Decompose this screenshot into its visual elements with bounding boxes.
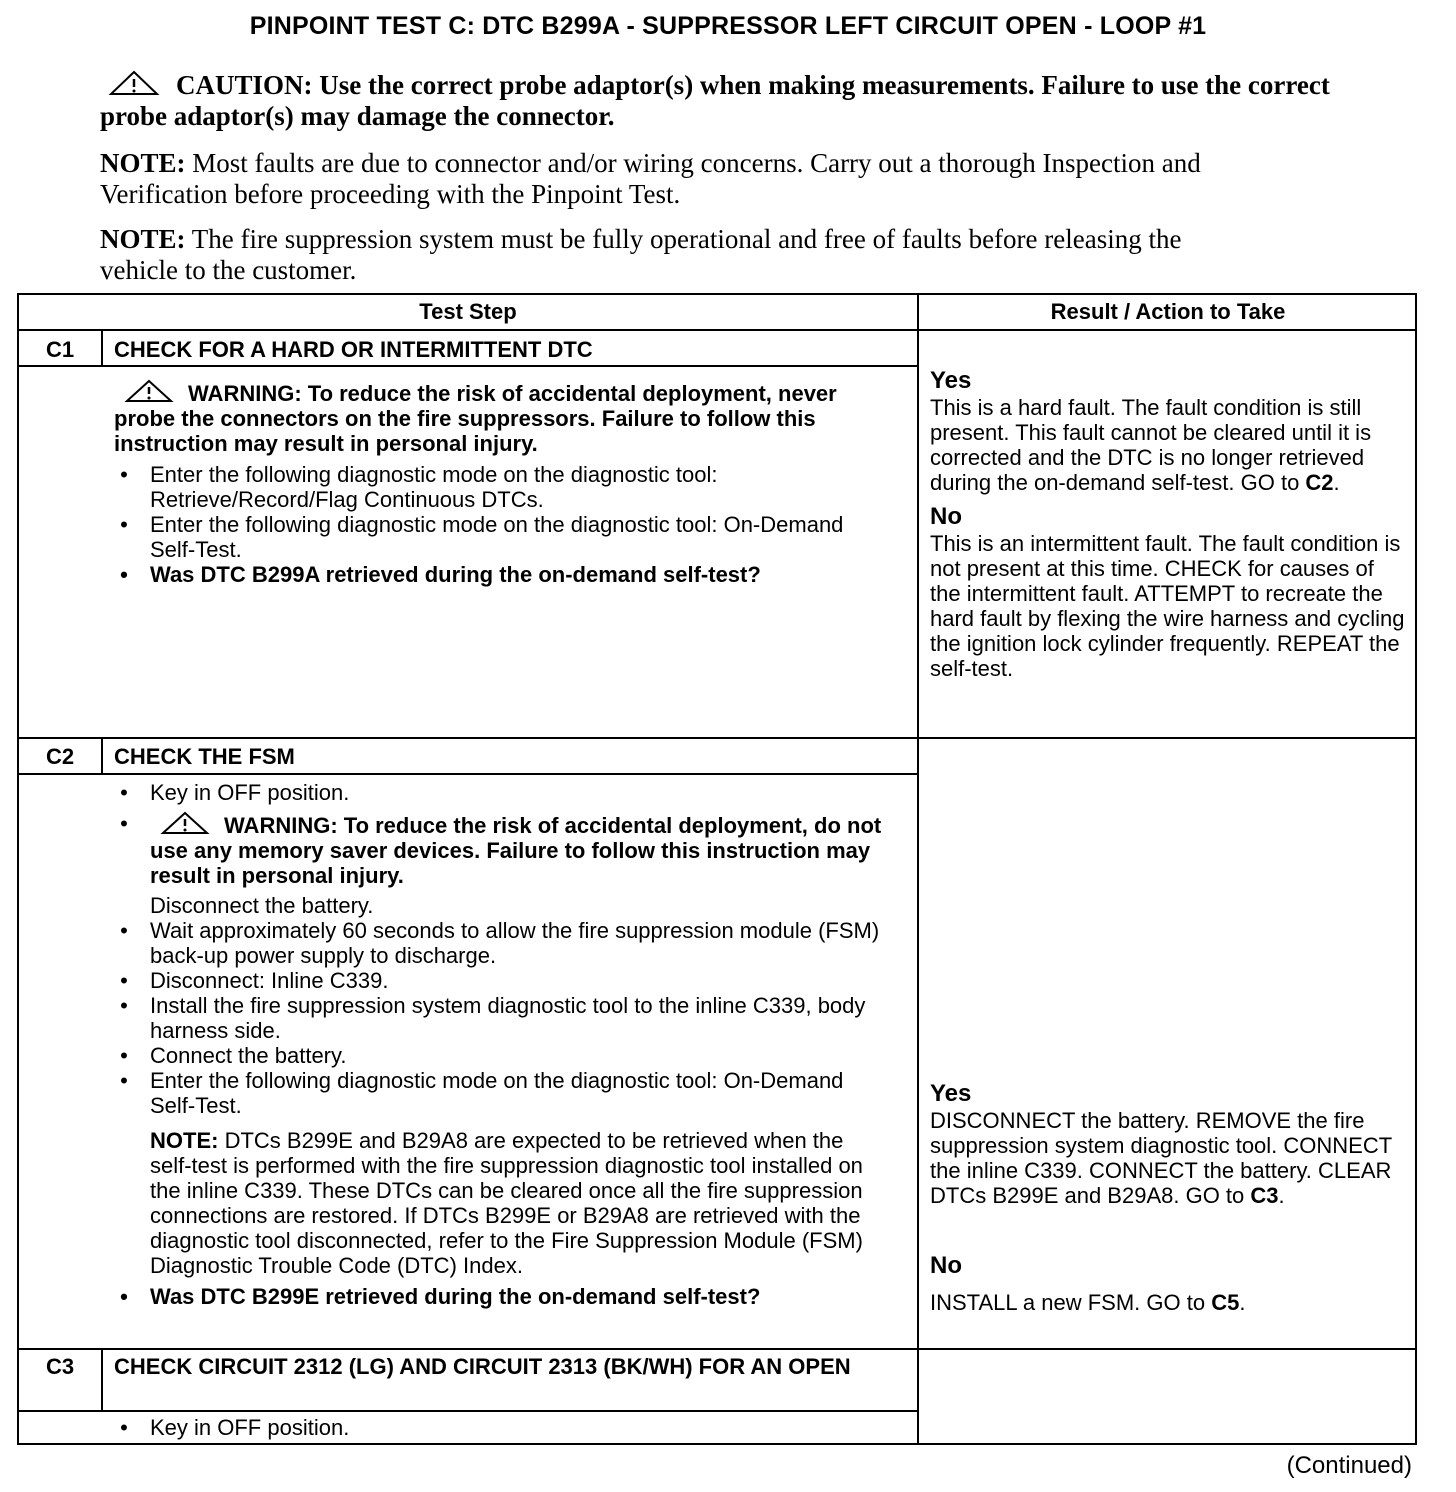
caution-text: Use the correct probe adaptor(s) when making measurements. Failure to use the correct probe adaptor(s) may damage the connector. bbox=[100, 70, 1330, 131]
warning-triangle-icon bbox=[108, 70, 160, 96]
step-id-c1: C1 bbox=[45, 337, 75, 362]
note-label: NOTE: bbox=[100, 224, 186, 254]
list-item: • Enter the following diagnostic mode on the diagnostic tool: On-Demand Self-Test. bbox=[120, 1068, 844, 1118]
result-yes-label: Yes bbox=[930, 1080, 972, 1107]
step-title-c3: CHECK CIRCUIT 2312 (LG) AND CIRCUIT 2313 (BK/WH) FOR AN OPEN bbox=[114, 1354, 851, 1379]
header-result: Result / Action to Take bbox=[1050, 299, 1286, 324]
note-label: NOTE: bbox=[100, 148, 186, 178]
step-id-c2: C2 bbox=[45, 744, 75, 769]
warning-triangle-icon bbox=[160, 811, 210, 835]
step-title-c2: CHECK THE FSM bbox=[114, 744, 295, 769]
list-item: • Key in OFF position. bbox=[120, 1415, 350, 1440]
list-item: • Wait approximately 60 seconds to allow the fire suppression module (FSM) back-up power supply to discharge. bbox=[120, 918, 880, 968]
caution-block bbox=[100, 70, 1330, 132]
list-item: • Enter the following diagnostic mode on the diagnostic tool: On-Demand Self-Test. bbox=[120, 512, 844, 562]
warning-triangle-icon bbox=[124, 379, 174, 403]
page-title: PINPOINT TEST C: DTC B299A - SUPPRESSOR LEFT CIRCUIT OPEN - LOOP #1 bbox=[249, 12, 1207, 40]
list-item: • Disconnect: Inline C339. bbox=[120, 968, 389, 993]
result-yes-label: Yes bbox=[930, 367, 972, 394]
step-title-c1: CHECK FOR A HARD OR INTERMITTENT DTC bbox=[114, 337, 593, 362]
list-item: • Was DTC B299A retrieved during the on-demand self-test? bbox=[120, 562, 761, 587]
list-item: • Connect the battery. bbox=[120, 1043, 347, 1068]
caution-label: CAUTION: bbox=[176, 70, 313, 100]
pinpoint-table bbox=[17, 293, 1417, 1445]
result-no-label: No bbox=[930, 503, 962, 530]
list-item: • Was DTC B299E retrieved during the on-demand self-test? bbox=[120, 1284, 761, 1309]
step-body-c2 bbox=[114, 780, 884, 1309]
step-id-c3: C3 bbox=[45, 1354, 75, 1379]
list-item: • Enter the following diagnostic mode on the diagnostic tool: Retrieve/Record/Flag Continuous DTCs. bbox=[120, 462, 718, 512]
warning-c1: WARNING: To reduce the risk of accidental deployment, never probe the connectors on the fire suppressors. Failure to follow this instruction may result in personal injury. bbox=[114, 381, 837, 456]
list-item: • Key in OFF position. bbox=[120, 780, 350, 805]
list-item: • WARNING: To reduce the risk of accidental deployment, do not use any memory saver devices. Failure to follow this instruction may result in personal injury. Disconnect the battery. bbox=[120, 811, 882, 918]
header-test-step: Test Step bbox=[419, 299, 517, 324]
note-1 bbox=[100, 148, 1260, 210]
result-c1: Yes This is a hard fault. The fault condition is still present. This fault cannot be cleared until it is corrected and the DTC is no longer retrieved during the on-demand self-test. GO to C2. No This is an intermittent fault. The fault condition is not present at this time. CHECK for causes of the intermittent fault. ATTEMPT to recreate the hard fault by flexing the wire harness and cycling the ignition lock cylinder frequently. REPEAT the self-test. bbox=[930, 367, 1410, 681]
note-text: Most faults are due to connector and/or wiring concerns. Carry out a thorough Inspection and Verification before proceeding with the Pinpoint Test. bbox=[100, 148, 1201, 209]
note-2 bbox=[100, 224, 1260, 286]
step-body-c1 bbox=[114, 379, 884, 587]
result-no-label: No bbox=[930, 1252, 962, 1279]
list-item: • Install the fire suppression system diagnostic tool to the inline C339, body harness side. bbox=[120, 993, 866, 1043]
note-text: The fire suppression system must be fully operational and free of faults before releasing the vehicle to the customer. bbox=[100, 224, 1182, 285]
result-c2: Yes DISCONNECT the battery. REMOVE the fire suppression system diagnostic tool. CONNECT the inline C339. CONNECT the battery. CLEAR DTCs B299E and B29A8. GO to C3. No INSTALL a new FSM. GO to C5. bbox=[930, 1080, 1410, 1315]
step-body-c3 bbox=[114, 1415, 884, 1440]
continued-label: (Continued) bbox=[1286, 1452, 1412, 1479]
note-c2: NOTE: DTCs B299E and B29A8 are expected to be retrieved when the self-test is performed with the fire suppression diagnostic tool installed on the inline C339. These DTCs can be cleared once all the fire suppression connections are restored. If DTCs B299E or B29A8 are retrieved with the diagnostic tool disconnected, refer to the Fire Suppression Module (FSM) Diagnostic Trouble Code (DTC) Index. bbox=[150, 1128, 863, 1278]
